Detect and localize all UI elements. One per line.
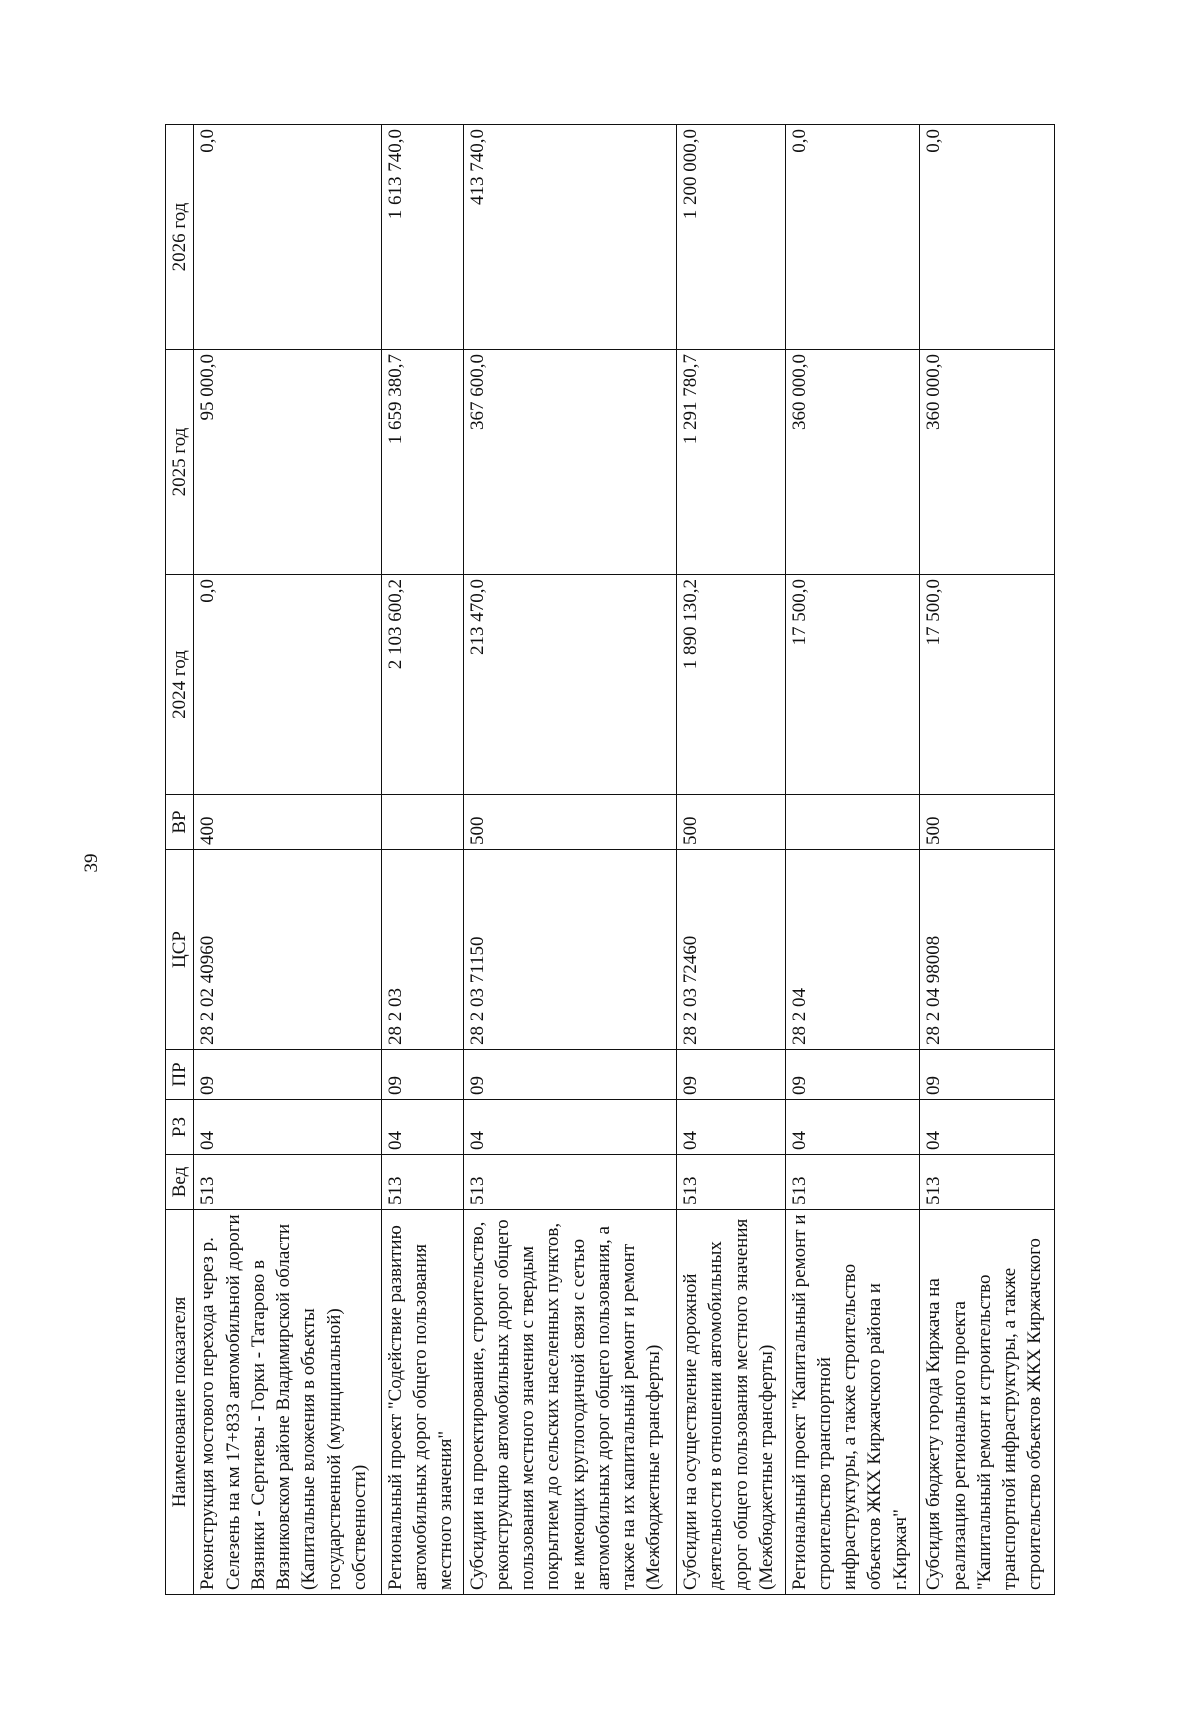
- cell-csr: 28 2 03 71150: [463, 850, 677, 1050]
- cell-2024: 2 103 600,2: [381, 575, 463, 795]
- header-rz: РЗ: [166, 1100, 194, 1155]
- cell-name: Региональный проект "Содействие развитию автомобильных дорог общего пользования местного значения": [381, 1210, 463, 1595]
- cell-name: Реконструкция мостового перехода через р. Селезень на км 17+833 автомобильной дороги Вязники - Сергиевы - Горки - Татарово в Вязниковском районе Владимирской области (Капитальные вложения в объекты государственной (муниципальной) собственности): [194, 1210, 381, 1595]
- cell-rz: 04: [381, 1100, 463, 1155]
- rotated-table-container: [165, 125, 1055, 1595]
- cell-ved: 513: [920, 1155, 1055, 1210]
- cell-2025: 367 600,0: [463, 350, 677, 575]
- cell-ved: 513: [677, 1155, 785, 1210]
- cell-ved: 513: [194, 1155, 381, 1210]
- cell-2024: 17 500,0: [785, 575, 920, 795]
- cell-2025: 1 659 380,7: [381, 350, 463, 575]
- cell-2026: 0,0: [194, 125, 381, 350]
- cell-2026: 0,0: [785, 125, 920, 350]
- cell-pr: 09: [677, 1050, 785, 1100]
- cell-csr: 28 2 03 72460: [677, 850, 785, 1050]
- cell-2025: 360 000,0: [920, 350, 1055, 575]
- cell-rz: 04: [194, 1100, 381, 1155]
- cell-csr: 28 2 03: [381, 850, 463, 1050]
- cell-vr: 500: [677, 795, 785, 850]
- header-2026: 2026 год: [166, 125, 194, 350]
- cell-2024: 1 890 130,2: [677, 575, 785, 795]
- cell-ved: 513: [381, 1155, 463, 1210]
- cell-ved: 513: [785, 1155, 920, 1210]
- cell-pr: 09: [463, 1050, 677, 1100]
- cell-2026: 1 200 000,0: [677, 125, 785, 350]
- cell-pr: 09: [920, 1050, 1055, 1100]
- header-2024: 2024 год: [166, 575, 194, 795]
- header-2025: 2025 год: [166, 350, 194, 575]
- table-row: [194, 125, 381, 1595]
- cell-name: Субсидии на осуществление дорожной деятельности в отношении автомобильных дорог общего пользования местного значения (Межбюджетные трансферты): [677, 1210, 785, 1595]
- table-row: [381, 125, 463, 1595]
- cell-rz: 04: [463, 1100, 677, 1155]
- header-ved: Вед: [166, 1155, 194, 1210]
- cell-csr: 28 2 02 40960: [194, 850, 381, 1050]
- cell-pr: 09: [381, 1050, 463, 1100]
- header-csr: ЦСР: [166, 850, 194, 1050]
- cell-vr: [785, 795, 920, 850]
- cell-csr: 28 2 04: [785, 850, 920, 1050]
- cell-2024: 213 470,0: [463, 575, 677, 795]
- cell-2026: 0,0: [920, 125, 1055, 350]
- cell-rz: 04: [920, 1100, 1055, 1155]
- cell-vr: 500: [920, 795, 1055, 850]
- cell-name: Региональный проект "Капитальный ремонт и строительство транспортной инфраструктуры, а также строительство объектов ЖКХ Киржачского района и г.Киржач": [785, 1210, 920, 1595]
- cell-vr: 500: [463, 795, 677, 850]
- cell-vr: [381, 795, 463, 850]
- table-row: [463, 125, 677, 1595]
- table-row: [677, 125, 785, 1595]
- budget-table: [165, 124, 1055, 1595]
- cell-2025: 360 000,0: [785, 350, 920, 575]
- cell-pr: 09: [785, 1050, 920, 1100]
- cell-2026: 1 613 740,0: [381, 125, 463, 350]
- cell-2025: 1 291 780,7: [677, 350, 785, 575]
- cell-2025: 95 000,0: [194, 350, 381, 575]
- cell-name: Субсидия бюджету города Киржача на реализацию регионального проекта "Капитальный ремонт и строительство транспортной инфраструктуры, а также строительство объектов ЖКХ Киржачского: [920, 1210, 1055, 1595]
- page-number: 39: [81, 853, 102, 873]
- header-name: Наименование показателя: [166, 1210, 194, 1595]
- cell-rz: 04: [677, 1100, 785, 1155]
- header-row: [166, 125, 194, 1595]
- cell-2026: 413 740,0: [463, 125, 677, 350]
- cell-rz: 04: [785, 1100, 920, 1155]
- cell-ved: 513: [463, 1155, 677, 1210]
- cell-vr: 400: [194, 795, 381, 850]
- cell-2024: 17 500,0: [920, 575, 1055, 795]
- cell-csr: 28 2 04 98008: [920, 850, 1055, 1050]
- table-header: [166, 125, 194, 1595]
- table-row: [920, 125, 1055, 1595]
- cell-2024: 0,0: [194, 575, 381, 795]
- header-pr: ПР: [166, 1050, 194, 1100]
- header-vr: ВР: [166, 795, 194, 850]
- table-body: [194, 125, 1055, 1595]
- cell-pr: 09: [194, 1050, 381, 1100]
- table-row: [785, 125, 920, 1595]
- cell-name: Субсидии на проектирование, строительство, реконструкцию автомобильных дорог общего пользования местного значения с твердым покрытием до сельских населенных пунктов, не имеющих круглогодичной связи с сетью автомобильных дорог общего пользования, а также на их капитальный ремонт и ремонт (Межбюджетные трансферты): [463, 1210, 677, 1595]
